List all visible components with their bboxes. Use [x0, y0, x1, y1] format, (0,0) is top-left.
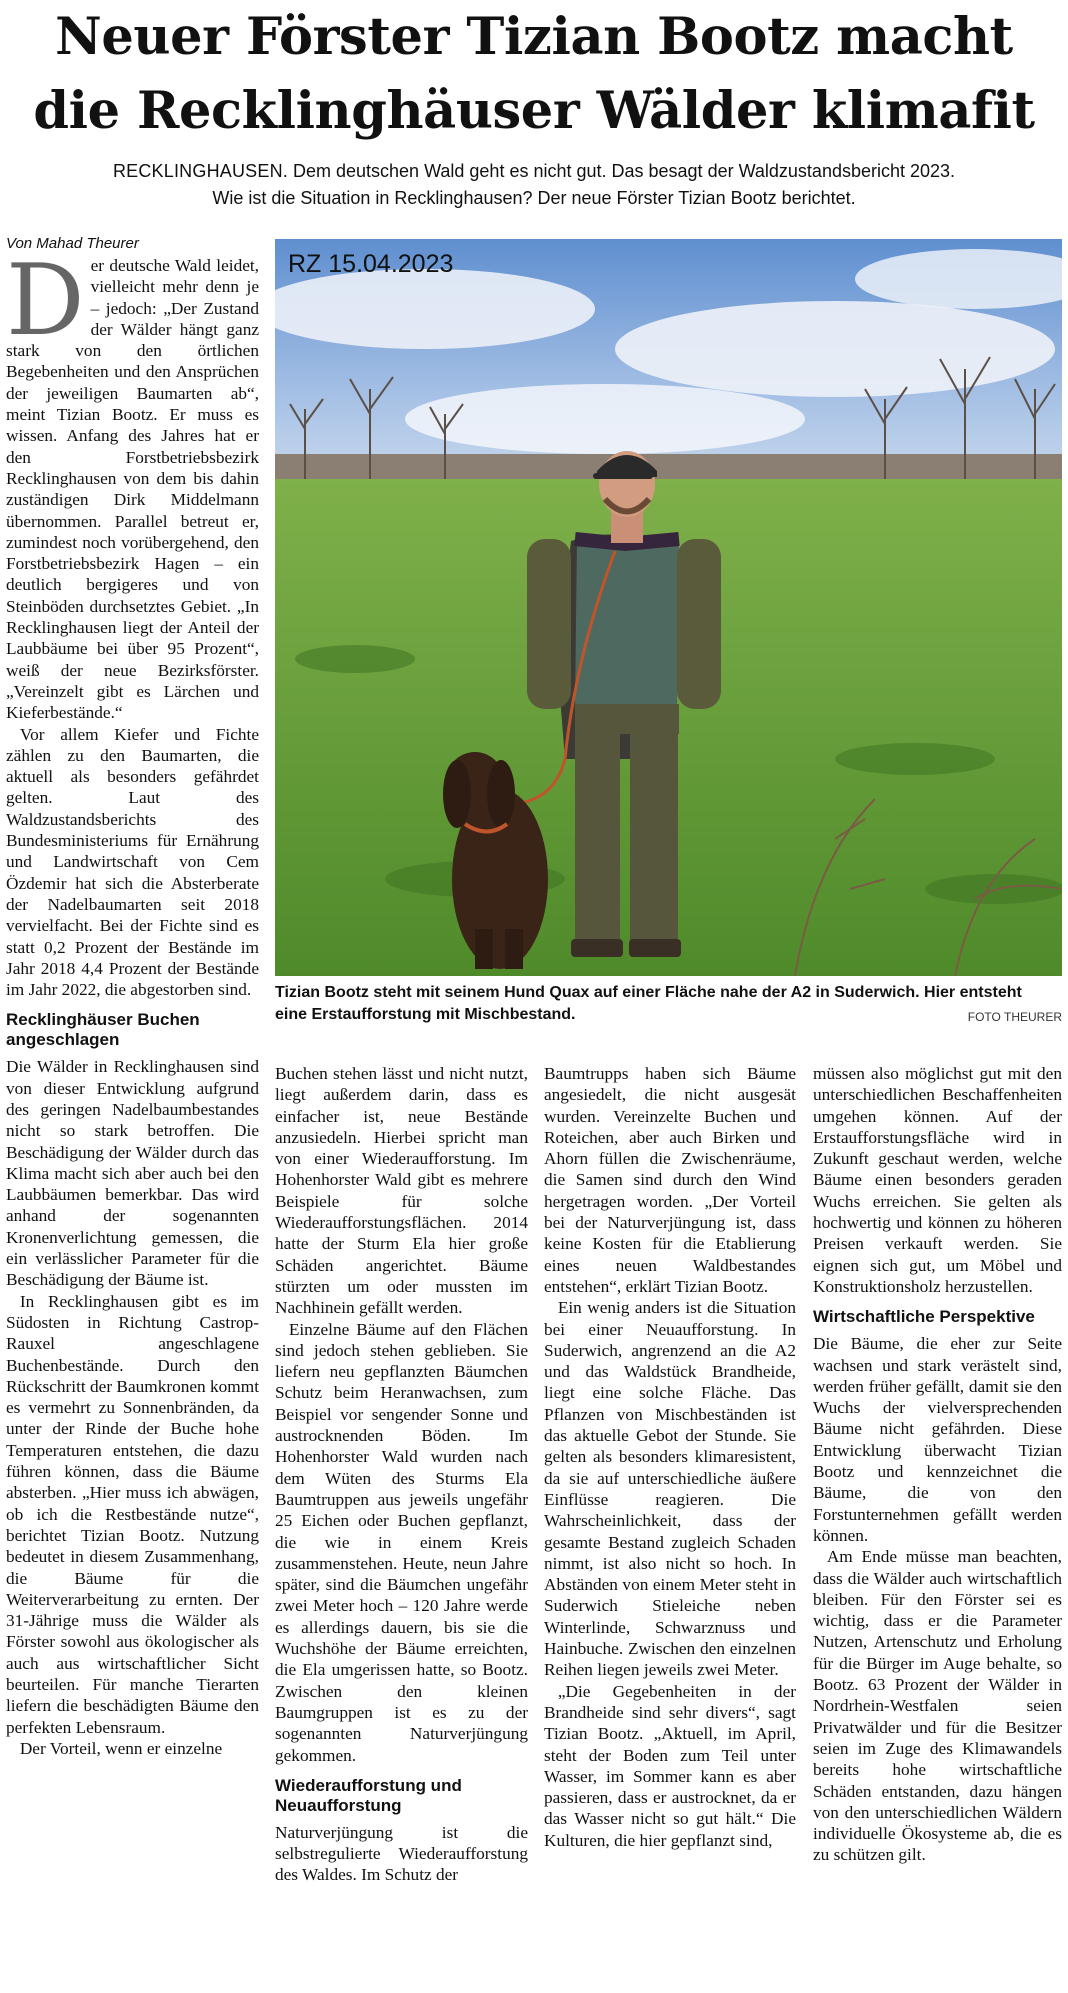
date-stamp: RZ 15.04.2023 [288, 250, 454, 278]
headline-line-2: die Recklinghäuser Wälder klimafit [33, 81, 1035, 141]
paragraph: Die Bäume, die eher zur Seite wachsen und stark verästelt sind, werden früher gefällt, damit sie den Wuchs der vielversprechenden Bäume nicht gefährden. Diese Entwicklung überwacht Tizian Bootz und kennzeichnet die Bäume, die von den Forstunternehmen gefällt werden können. [813, 1334, 1062, 1545]
paragraph: „Die Gegebenheiten in der Brandheide sind sehr divers“, sagt Tizian Bootz. „Aktuell, im April, steht der Boden zum Teil unter Wasser, im Sommer kann es aber passieren, dass er austrocknet, da er das Wasser nicht so gut hält.“ Die Kulturen, die hier gepflanzt sind, [544, 1681, 796, 1850]
paragraph-text: er deutsche Wald leidet, vielleicht mehr denn je – jedoch: „Der Zustand der Wälder hängt ganz stark von den örtlichen Begebenheiten und den Ansprüchen der jeweiligen Baumarten ab“, meint Tizian Bootz. Er muss es wissen. Anfang des Jahres hat er den Forstbetriebsbezirk Recklinghausen von dem bis dahin zuständigen Dirk Middelmann übernommen. Parallel betreut er, zumindest noch vorübergehend, den Forstbetriebsbezirk Hagen – ein deutlich bergigeres und von Steinböden durchsetztes Gebiet. „In Recklinghausen liegt der Anteil der Laubbäume bei über 95 Prozent“, weiß der neue Bezirksförster. „Vereinzelt gibt es Lärchen und Kieferbestände.“ [6, 256, 259, 723]
subheading: Recklinghäuser Buchen angeschlagen [6, 1010, 200, 1050]
byline: Von Mahad Theurer [6, 235, 139, 252]
subheading: Wirtschaftliche Perspektive [813, 1307, 1035, 1327]
paragraph: Am Ende müsse man beachten, dass die Wälder auch wirtschaftlich bleiben. Für den Förster sei es wichtig, dass er die Parameter Nutzen, Artenschutz und Erholung für die Bürger im Auge behalte, so Bootz. 63 Prozent der Wälder in Nordrhein-Westfalen seien Privatwälder und für die Besitzer seien im Zuge des Klimawandels bereits hohe wirtschaftliche Schäden entstanden, dazu hängen von den unterschiedlichen Wäldern individuelle Ökosysteme ab, die es zu schützen gilt. [813, 1547, 1062, 1865]
paragraph: Der Vorteil, wenn er einzelne [19, 1738, 223, 1758]
paragraph: Ein wenig anders ist die Situation bei einer Neuaufforstung. In Suderwich, angrenzend an die A2 und das Waldstück Brandheide, liegt eine solche Fläche. Das Pflanzen von Mischbeständen ist das aktuelle Gebot der Stunde. Sie gelten als besonders klimaresistent, da sie auf unterschiedliche äußere Einflüsse reagieren. Die Wahrscheinlichkeit, dass der gesamte Bestand zugleich Schaden nimmt, ist also nicht so hoch. In Abständen von einem Meter steht in Suderwich Stieleiche neben Winterlinde, Schwarznuss und Hainbuche. Zwischen den einzelnen Reihen liegen jeweils zwei Meter. [544, 1298, 796, 1680]
column-1 [6, 255, 259, 1990]
paragraph: Baumtrupps haben sich Bäume angesiedelt, die nicht ausgesät wurden. Vereinzelte Buchen und Roteichen, aber auch Birken und Ahorn füllen die Zwischenräume, die Samen sind durch den Wind hergetragen worden. „Der Vorteil bei der Naturverjüngung ist, dass keine Kosten für die Etablierung eines neuen Waldbestandes entstehen“, erklärt Tizian Bootz. [544, 1064, 796, 1296]
photo-credit: FOTO THEURER [967, 1010, 1062, 1024]
column-2 [275, 1063, 528, 1990]
teaser-line-2: Wie ist die Situation in Recklinghausen? Der neue Förster Tizian Bootz berichtet. [212, 188, 856, 208]
subheading: Wiederaufforstung und Neuaufforstung [275, 1775, 462, 1815]
teaser-line-1: Dem deutschen Wald geht es nicht gut. Das besagt der Waldzustandsbericht 2023. [288, 161, 956, 181]
photo-caption: Tizian Bootz steht mit seinem Hund Quax auf einer Fläche nahe der A2 in Suderwich. Hier entsteht eine Erstaufforstung mit Mischbestand. [275, 984, 1022, 1023]
dateline: RECKLINGHAUSEN. [112, 161, 288, 181]
paragraph: müssen also möglichst gut mit den unterschiedlichen Beschaffenheiten umgehen können. Auf der Erstaufforstungsfläche wird in Zukunft geschaut werden, welche Bäume einen besonders geraden Wuchs erreichen. Sie gelten als hochwertig und können zu höheren Preisen verkauft werden. Sie eignen sich gut, um Möbel und Konstruktionsholz herzustellen. [813, 1064, 1062, 1296]
teaser [10, 158, 1058, 212]
paragraph: In Recklinghausen gibt es im Südosten in Richtung Castrop-Rauxel angeschlagene Buchenbestände. Durch den Rückschritt der Baumkronen kommt es vermehrt zu Sonnenbränden, da unter der Rinde der Buche hohe Temperaturen entstehen, die dazu führen können, dass die Bäume absterben. „Hier muss ich abwägen, ob ich die Restbestände nutze“, berichtet Tizian Bootz. Nutzung bedeutet in diesem Zusammenhang, die Bäume für die Weiterverarbeitung zu ernten. Der 31-Jährige muss die Wälder als Förster sowohl aus ökologischer als auch aus wirtschaftlicher Sicht beurteilen. Für manche Tierarten liefern die beschädigten Bäume den perfekten Lebensraum. [6, 1291, 259, 1737]
article-photo [275, 239, 1062, 976]
headline [0, 0, 1068, 152]
forester-with-dog-photo [275, 239, 1062, 976]
paragraph: Einzelne Bäume auf den Flächen sind jedoch stehen geblieben. Sie liefern neu gepflanzten Bäumchen Schutz beim Heranwachsen, zum Beispiel vor sengender Sonne und austrocknenden Böden. Im Hohenhorster Wald wurden nach dem Wüten des Sturms Ela Baumtruppen aus jeweils ungefähr 25 Eichen oder Buchen gepflanzt, die wie in einem Kreis zusammenstehen. Heute, neun Jahre später, sind die Bäumchen ungefähr zwei Meter hoch – 120 Jahre werde es allerdings dauern, bis sie die Wuchshöhe der Bäume erreichten, die Ela umgerissen hatte, so Bootz. Zwischen den kleinen Baumgruppen ist es zu der sogenannten Naturverjüngung gekommen. [275, 1319, 528, 1765]
column-4 [813, 1063, 1062, 1990]
paragraph: Vor allem Kiefer und Fichte zählen zu den Baumarten, die aktuell als besonders gefährdet gelten. Laut des Waldzustandsberichts des Bundesministeriums für Ernährung und Landwirtschaft von Cem Özdemir hat sich die Absterberate der Nadelbaumarten seit 2018 vervielfacht. Bei der Fichte sind es statt 0,2 Prozent der Bestände im Jahr 2018 4,4 Prozent der Bestände im Jahr 2022, die abgestorben sind. [6, 724, 259, 1000]
paragraph [6, 255, 259, 724]
drop-cap: D [6, 255, 85, 358]
column-3 [544, 1063, 796, 1990]
paragraph: Naturverjüngung ist die selbstregulierte Wiederaufforstung des Waldes. Im Schutz der [275, 1822, 528, 1885]
paragraph: Buchen stehen lässt und nicht nutzt, liegt außerdem darin, dass es einfacher ist, neue Bestände anzusiedeln. Hierbei spricht man von einer Wiederaufforstung. Im Hohenhorster Wald gibt es mehrere Beispiele für solche Wiederaufforstungsflächen. 2014 hatte der Sturm Ela hier große Schäden angerichtet. Bäume stürzten um oder mussten im Nachhinein gefällt werden. [275, 1064, 528, 1318]
paragraph: Die Wälder in Recklinghausen sind von dieser Entwicklung aufgrund des geringen Nadelbaumbestandes nicht so stark betroffen. Die Beschädigung der Wälder durch das Klima macht sich aber auch bei den Laubbäumen bemerkbar. Das wird anhand der sogenannten Kronenverlichtung gemessen, die ein verlässlicher Parameter für die Beschädigung der Bäume ist. [6, 1057, 259, 1290]
headline-line-1: Neuer Förster Tizian Bootz macht [55, 7, 1013, 67]
